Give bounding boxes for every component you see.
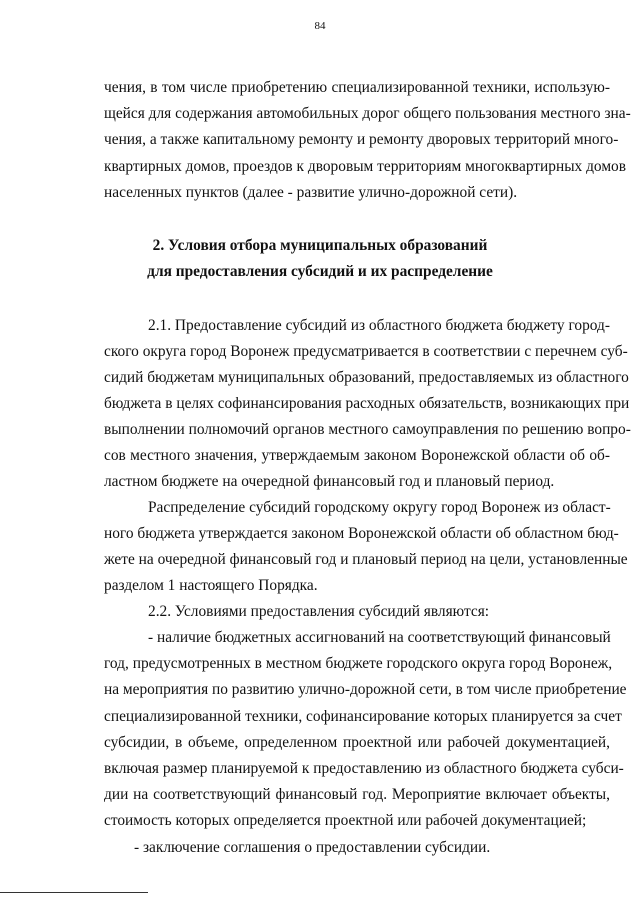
paragraph-line: дии на соответствующий финансовый год. Мероприятие включает объекты, bbox=[104, 786, 610, 803]
page-number: 84 bbox=[314, 20, 326, 32]
paragraph-line: Распределение субсидий городскому округу город Воронеж из област- bbox=[148, 499, 611, 516]
paragraph-line: ного бюджета утверждается законом Воронежской области об областном бюд- bbox=[104, 525, 619, 542]
footnote-separator bbox=[0, 892, 148, 893]
paragraph-line: 2.1. Предоставление субсидий из областного бюджета бюджету город- bbox=[148, 317, 610, 334]
paragraph-line: стоимость которых определяется проектной или рабочей документацией; bbox=[104, 812, 587, 829]
paragraph-line: - заключение соглашения о предоставлении субсидии. bbox=[134, 839, 491, 856]
paragraph-line: сидий бюджетам муниципальных образований, предоставляемых из областного bbox=[104, 369, 629, 386]
paragraph-line: ластном бюджете на очередной финансовый год и плановый период. bbox=[104, 473, 555, 490]
paragraph-line: разделом 1 настоящего Порядка. bbox=[104, 577, 318, 594]
paragraph-line: бюджета в целях софинансирования расходных обязательств, возникающих при bbox=[104, 395, 630, 412]
paragraph-line: жете на очередной финансовый год и плановый период на цели, установленные bbox=[104, 551, 628, 568]
paragraph-line: год, предусмотренных в местном бюджете городского округа город Воронеж, bbox=[104, 655, 613, 672]
paragraph-line: специализированной техники, софинансирование которых планируется за счет bbox=[104, 708, 622, 725]
paragraph-line: на мероприятия по развитию улично-дорожной сети, в том числе приобретение bbox=[104, 681, 627, 698]
paragraph-line: выполнении полномочий органов местного самоуправления по решению вопро- bbox=[104, 421, 631, 438]
paragraph-line: населенных пунктов (далее - развитие улично-дорожной сети). bbox=[104, 184, 518, 201]
paragraph-line: сов местного значения, утверждаемым законом Воронежской области об об- bbox=[104, 447, 610, 464]
heading-line: для предоставления субсидий и их распределение bbox=[147, 263, 493, 280]
paragraph-line: включая размер планируемой к предоставлению из областного бюджета субси- bbox=[104, 760, 624, 777]
paragraph-line: щейся для содержания автомобильных дорог общего пользования местного зна- bbox=[104, 105, 631, 122]
paragraph-line: 2.2. Условиями предоставления субсидий являются: bbox=[148, 603, 490, 620]
paragraph-line: чения, а также капитальному ремонту и ремонту дворовых территорий много- bbox=[104, 131, 619, 148]
heading-line: 2. Условия отбора муниципальных образований bbox=[152, 237, 488, 254]
paragraph-line: субсидии, в объеме, определенном проектной или рабочей документацией, bbox=[104, 734, 610, 751]
paragraph-line: чения, в том числе приобретению специализированной техники, использую- bbox=[104, 79, 610, 96]
paragraph-line: квартирных домов, проездов к дворовым территориям многоквартирных домов bbox=[104, 158, 627, 175]
paragraph-line: - наличие бюджетных ассигнований на соответствующий финансовый bbox=[148, 629, 611, 646]
paragraph-line: ского округа город Воронеж предусматривается в соответствии с перечнем суб- bbox=[104, 343, 628, 360]
